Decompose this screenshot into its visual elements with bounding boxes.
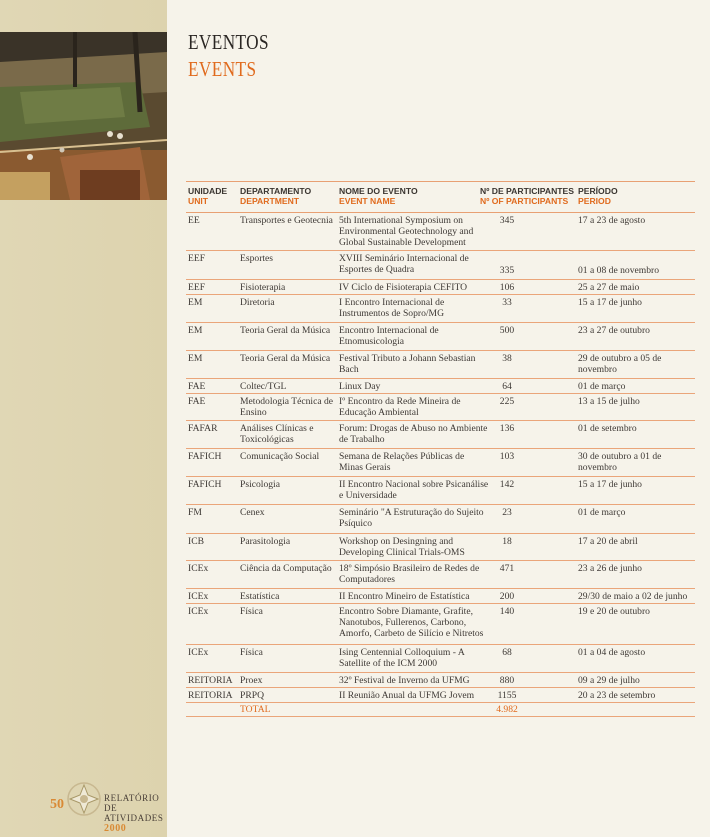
ufmg-logo-icon xyxy=(66,781,102,817)
report-caption-line2: ATIVIDADES xyxy=(104,813,164,823)
table-row: REITORIA PRPQ II Reunião Anual da UFMG Jovem 1155 20 a 23 de setembro xyxy=(186,688,695,703)
table-row: EM Diretoria I Encontro Internacional de Instrumentos de Sopro/MG 33 15 a 17 de junho xyxy=(186,295,695,323)
report-caption-line1: RELATÓRIO DE xyxy=(104,793,160,813)
table-row: FM Cenex Seminário "A Estruturação do Sujeito Psíquico 23 01 de março xyxy=(186,505,695,534)
table-row: ICEx Física Ising Centennial Colloquium - A Satellite of the ICM 2000 68 01 a 04 de agosto xyxy=(186,645,695,673)
sidebar-panel xyxy=(0,0,167,837)
table-row: FAFICH Comunicação Social Semana de Relações Públicas de Minas Gerais 103 30 de outubro a 01 de novembro xyxy=(186,449,695,477)
table-row: EM Teoria Geral da Música Festival Tributo a Johann Sebastian Bach 38 29 de outubro a 05 de novembro xyxy=(186,351,695,379)
header-department: DEPARTAMENTO DEPARTMENT xyxy=(240,186,312,206)
table-total-row xyxy=(186,703,695,717)
table-row: FAFICH Psicologia II Encontro Nacional sobre Psicanálise e Universidade 142 15 a 17 de junho xyxy=(186,477,695,505)
table-row: ICEx Estatística II Encontro Mineiro de Estatística 200 29/30 de maio a 02 de junho xyxy=(186,589,695,604)
events-table xyxy=(186,181,695,717)
campus-atrium-photo xyxy=(0,32,167,200)
table-row: ICEx Física Encontro Sobre Diamante, Grafite, Nanotubos, Fullerenos, Carbono, Amorfo, Carbeto de Silício e Nitretos 140 19 e 20 de outubro xyxy=(186,604,695,645)
table-row: EEF Fisioterapia IV Ciclo de Fisioterapia CEFITO 106 25 a 27 de maio xyxy=(186,280,695,295)
header-event: NOME DO EVENTO EVENT NAME xyxy=(339,186,418,206)
table-row: FAFAR Análises Clínicas e Toxicológicas Forum: Drogas de Abuso no Ambiente de Trabalho 136 01 de setembro xyxy=(186,421,695,449)
table-row: EE Transportes e Geotecnia 5th International Symposium on Environmental Geotechnology and Global Sustainable Development 345 17 a 23 de agosto xyxy=(186,213,695,251)
table-row: FAE Coltec/TGL Linux Day 64 01 de março xyxy=(186,379,695,394)
page-number: 50 xyxy=(50,797,64,812)
table-header xyxy=(186,182,695,213)
header-unit: UNIDADE UNIT xyxy=(188,186,228,206)
report-caption xyxy=(104,793,167,834)
total-label: TOTAL xyxy=(240,704,271,715)
table-row: ICEx Ciência da Computação 18º Simpósio Brasileiro de Redes de Computadores 471 23 a 26 de junho xyxy=(186,561,695,589)
table-row: FAE Metodologia Técnica de Ensino Iº Encontro da Rede Mineira de Educação Ambiental 225 13 a 15 de julho xyxy=(186,394,695,421)
header-participants: Nº DE PARTICIPANTES Nº OF PARTICIPANTS xyxy=(480,186,575,206)
total-participants: 4.982 xyxy=(496,704,518,715)
table-row: EM Teoria Geral da Música Encontro Internacional de Etnomusicologia 500 23 a 27 de outubro xyxy=(186,323,695,351)
report-year: 2000 xyxy=(104,823,127,834)
table-row: REITORIA Proex 32º Festival de Inverno da UFMG 880 09 a 29 de julho xyxy=(186,673,695,688)
table-row: ICB Parasitologia Workshop on Desingning and Developing Clinical Trials-OMS 18 17 a 20 de abril xyxy=(186,534,695,561)
page-title-en: EVENTS xyxy=(188,57,257,81)
header-period: PERÍODO PERIOD xyxy=(578,186,618,206)
page-title-pt: EVENTOS xyxy=(188,30,270,54)
table-row: EEF Esportes XVIII Seminário Internacional de Esportes de Quadra 335 01 a 08 de novembro xyxy=(186,251,695,280)
